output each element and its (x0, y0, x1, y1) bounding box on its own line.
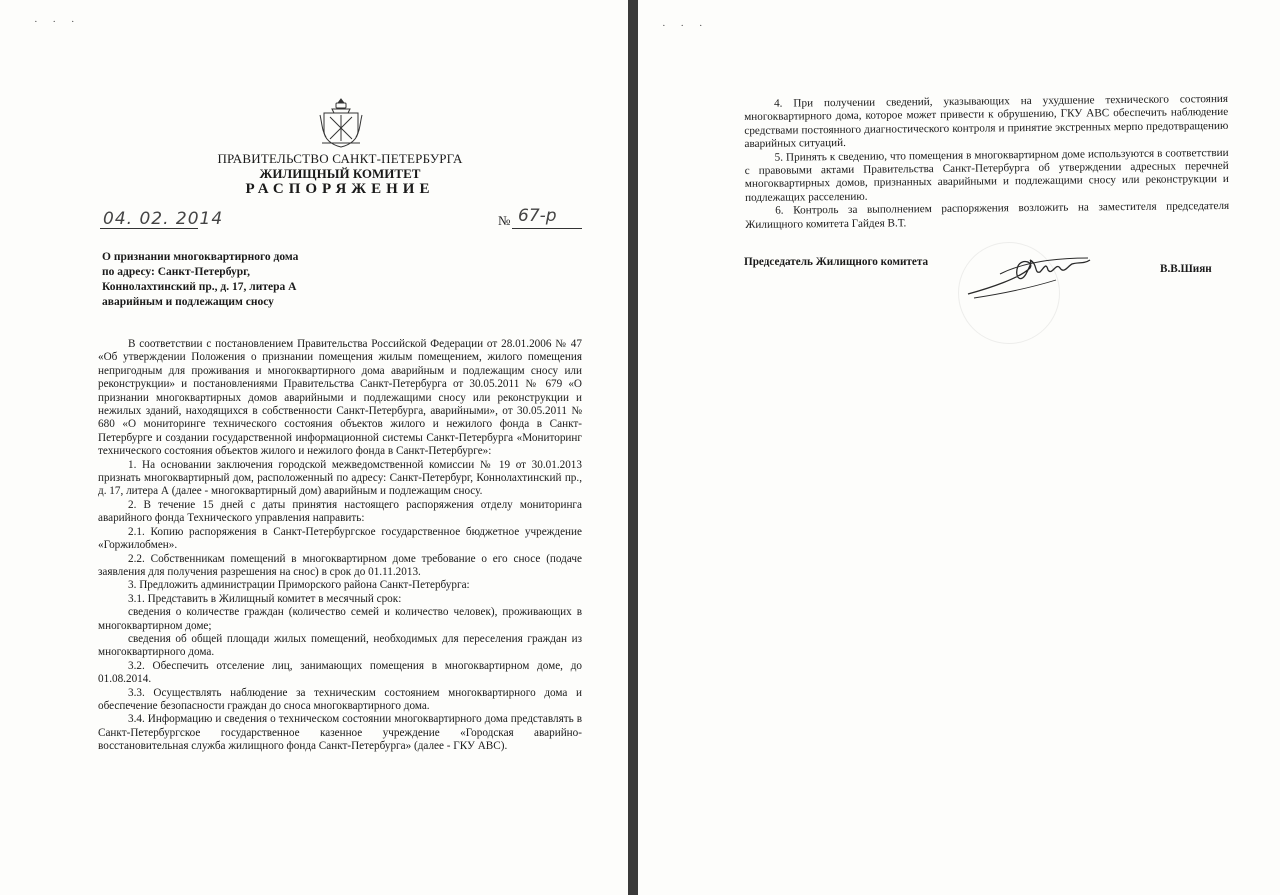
number-underline (512, 228, 582, 229)
paragraph-item-3-3: 3.3. Осуществлять наблюдение за техническим состоянием многоквартирного дома и обеспечение безопасности граждан до сноса многоквартирного дома. (98, 686, 582, 712)
signatory-title: Председатель Жилищного комитета (744, 256, 929, 268)
subject-line: Коннолахтинский пр., д. 17, литера А (102, 281, 297, 293)
document-body-page-1 (98, 338, 582, 754)
signatory-name: В.В.Шиян (1160, 263, 1212, 275)
number-label: № (498, 213, 511, 228)
scan-specks: · · · (34, 16, 81, 28)
paragraph-item-6: 6. Контроль за выполнением распоряжения возложить на заместителя председателя Жилищного комитета Гайдея В.Т. (745, 200, 1230, 231)
date-underline (100, 228, 198, 229)
document-page-1 (0, 0, 628, 895)
paragraph-item-2-2: 2.2. Собственникам помещений в многоквартирном доме требование о его сносе (подаче заявления для получения разрешения на снос) в срок до 01.11.2013. (98, 552, 582, 578)
paragraph-item-3-2: 3.2. Обеспечить отселение лиц, занимающих помещения в многоквартирном доме, до 01.08.2014. (98, 659, 582, 686)
paragraph-preamble: В соответствии с постановлением Правительства Российской Федерации от 28.01.2006 № 47 «Об утверждении Положения о признании помещения жилым помещением, жилого помещения непригодным для проживания и многоквартирного дома аварийным и подлежащим сносу или реконструкции» и постановлениями Правительства Санкт-Петербурга от 30.05.2011 № 679 «О признании многоквартирных домов аварийными и подлежащими сносу или реконструкции и нежилых зданий, находящихся в собственности Санкт-Петербурга, аварийными», от 30.05.2011 № 680 «О мониторинге технического состояния объектов жилого и нежилого фонда в Санкт-Петербурге и создании государственной информационной системы Санкт-Петербурга «Мониторинг технического состояния объектов жилого и нежилого фонда в Санкт-Петербурге»: (98, 338, 582, 458)
header-document-type: РАСПОРЯЖЕНИЕ (245, 181, 435, 197)
subject-line: аварийным и подлежащим сносу (102, 296, 274, 308)
coat-of-arms-emblem (318, 97, 364, 149)
subject-line: О признании многоквартирного дома (102, 251, 299, 263)
paragraph-item-2: 2. В течение 15 дней с даты принятия настоящего распоряжения отделу мониторинга аварийного фонда Технического управления направить: (98, 498, 582, 525)
paragraph-item-3-1: 3.1. Представить в Жилищный комитет в месячный срок: (128, 592, 402, 605)
document-date: 04. 02. 2014 (103, 209, 224, 229)
document-page-2 (638, 0, 1280, 895)
document-subject (102, 250, 298, 310)
scan-specks: · · · (662, 20, 709, 32)
paragraph-item-3: 3. Предложить администрации Приморского района Санкт-Петербурга: (128, 579, 470, 592)
document-number: 67-р (518, 206, 557, 226)
paragraph-item-5: 5. Принять к сведению, что помещения в многоквартирном доме используются в соответствии с правовыми актами Правительства Санкт-Петербурга об утверждении адресных перечней многоквартирных домов, признанных аварийными и подлежащими сносу или реконструкции и подлежащих расселению. (744, 146, 1229, 204)
header-government: ПРАВИТЕЛЬСТВО САНКТ-ПЕТЕРБУРГА (217, 151, 463, 166)
paragraph-item-3-1-b: сведения об общей площади жилых помещений, необходимых для переселения граждан из многоквартирного дома. (98, 632, 582, 659)
handwritten-signature (960, 244, 1100, 304)
paragraph-item-3-4: 3.4. Информацию и сведения о техническом состоянии многоквартирного дома представлять в Санкт-Петербургское государственное казенное учреждение «Городская аварийно-восстановительная служба жилищного фонда Санкт-Петербурга» (далее - ГКУ АВС). (98, 713, 582, 753)
header-committee: ЖИЛИЩНЫЙ КОМИТЕТ (259, 166, 421, 181)
paragraph-item-2-1: 2.1. Копию распоряжения в Санкт-Петербургское государственное бюджетное учреждение «Горжилобмен». (98, 525, 582, 552)
paragraph-item-1: 1. На основании заключения городской межведомственной комиссии № 19 от 30.01.2013 признать многоквартирный дом, расположенный по адресу: Санкт-Петербург, Коннолахтинский пр., д. 17, литера А (далее - многоквартирный дом) аварийным и подлежащим сносу. (98, 458, 582, 498)
paragraph-item-4: 4. При получении сведений, указывающих на ухудшение технического состояния многоквартирного дома, которое может привести к обрушению, ГКУ АВС обеспечить наблюдение средствами постоянного диагностического контроля и принятие экстренных мерпо предотвращению аварийных ситуаций. (744, 92, 1229, 151)
document-body-page-2 (744, 93, 1229, 232)
paragraph-item-3-1-a: сведения о количестве граждан (количество семей и количество человек), проживающих в многоквартирном доме; (98, 606, 582, 632)
subject-line: по адресу: Санкт-Петербург, (102, 266, 250, 278)
